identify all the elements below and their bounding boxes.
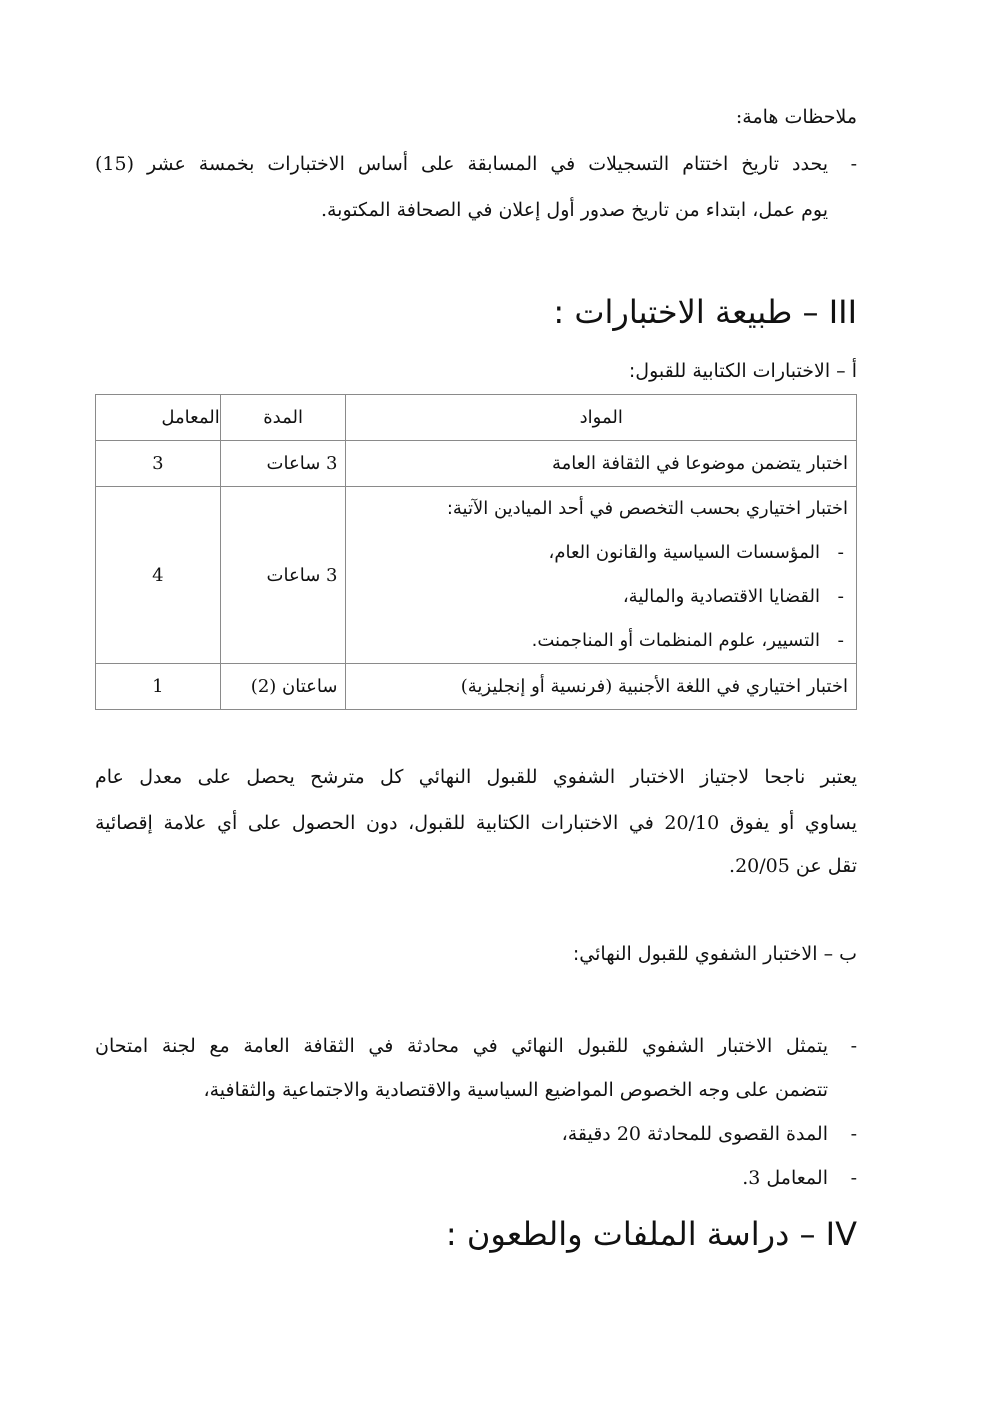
cell-subject-item-text: المؤسسات السياسية والقانون العام، <box>548 542 820 563</box>
part-a-title: أ – الاختبارات الكتابية للقبول: <box>628 360 857 382</box>
bullet-dash: - <box>850 1167 857 1189</box>
table-header-row <box>96 395 857 441</box>
section-heading-3: III – طبيعة الاختبارات : <box>553 293 857 331</box>
part-b-item-line: المعامل 3. <box>742 1167 828 1189</box>
cell-coefficient: 3 <box>96 441 221 487</box>
part-b-item-line: المدة القصوى للمحادثة 20 دقيقة، <box>561 1123 828 1145</box>
cell-duration: ساعتان (2) <box>220 664 346 710</box>
cell-subject-item <box>354 531 848 575</box>
header-duration: المدة <box>220 395 346 441</box>
cell-subject <box>346 487 857 664</box>
cell-subject: اختبار يتضمن موضوعا في الثقافة العامة <box>346 441 857 487</box>
paragraph-line: تقل عن 20/05. <box>729 855 857 877</box>
cell-subject-intro: اختبار اختياري بحسب التخصص في أحد الميادين الآتية: <box>446 498 848 519</box>
section-heading-4: IV – دراسة الملفات والطعون : <box>445 1215 857 1253</box>
table-row <box>96 487 857 664</box>
header-subject: المواد <box>346 395 857 441</box>
bullet-dash: - <box>850 1035 857 1057</box>
cell-duration: 3 ساعات <box>220 441 346 487</box>
bullet-dash: - <box>850 1123 857 1145</box>
notes-item-line: يحدد تاريخ اختتام التسجيلات في المسابقة على أساس الاختبارات بخمسة عشر (15) <box>95 153 828 175</box>
bullet-dash: - <box>837 542 844 563</box>
cell-subject-item <box>354 575 848 619</box>
paragraph-line: يساوي أو يفوق 20/10 في الاختبارات الكتابية للقبول، دون الحصول على أي علامة إقصائية <box>95 812 857 834</box>
cell-subject-item <box>354 619 848 663</box>
part-b-item-line: تتضمن على وجه الخصوص المواضيع السياسية والاقتصادية والاجتماعية والثقافية، <box>203 1079 828 1101</box>
cell-subject: اختبار اختياري في اللغة الأجنبية (فرنسية أو إنجليزية) <box>346 664 857 710</box>
bullet-dash: - <box>850 153 857 175</box>
cell-subject-item-text: القضايا الاقتصادية والمالية، <box>622 586 820 607</box>
table-row <box>96 441 857 487</box>
cell-coefficient: 1 <box>96 664 221 710</box>
cell-coefficient: 4 <box>96 487 221 664</box>
bullet-dash: - <box>837 586 844 607</box>
part-b-title: ب – الاختبار الشفوي للقبول النهائي: <box>572 943 857 965</box>
paragraph-line: يعتبر ناجحا لاجتياز الاختبار الشفوي للقبول النهائي كل مترشح يحصل على معدل عام <box>95 766 857 788</box>
cell-subject-item-text: التسيير، علوم المنظمات أو المناجمنت. <box>531 630 820 651</box>
notes-title: ملاحظات هامة: <box>735 106 857 128</box>
header-coefficient: المعامل <box>96 395 221 441</box>
written-exams-table <box>95 394 857 710</box>
part-b-item-line: يتمثل الاختبار الشفوي للقبول النهائي في محادثة في الثقافة العامة مع لجنة امتحان <box>95 1035 828 1057</box>
table-row <box>96 664 857 710</box>
notes-item-line: يوم عمل، ابتداء من تاريخ صدور أول إعلان في الصحافة المكتوبة. <box>320 199 828 221</box>
bullet-dash: - <box>837 630 844 651</box>
cell-duration: 3 ساعات <box>220 487 346 664</box>
